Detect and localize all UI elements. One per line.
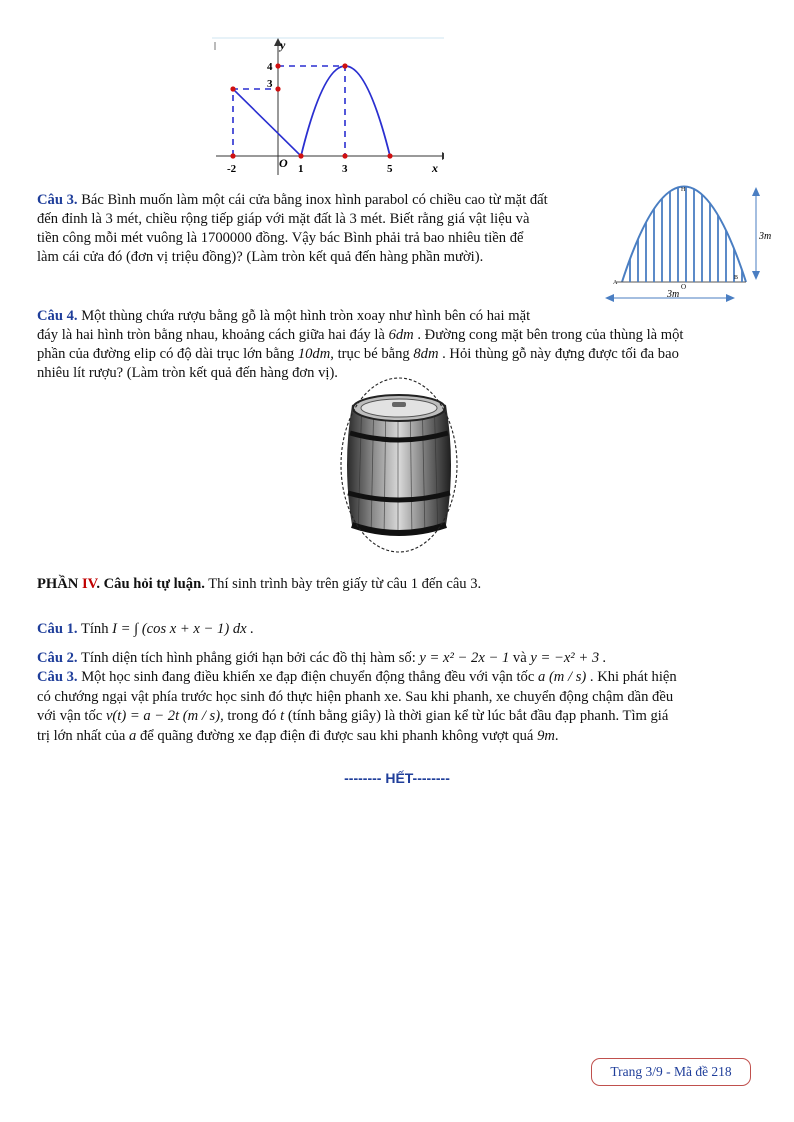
part-description: Thí sinh trình bày trên giấy từ câu 1 đến câu 3. bbox=[204, 576, 482, 592]
wine-barrel-image bbox=[338, 375, 460, 555]
velocity-formula: v(t) = a − 2t (m / s) bbox=[105, 708, 221, 724]
height-label: 3m bbox=[759, 231, 772, 242]
line-segment bbox=[233, 89, 301, 156]
question-label: Câu 1. bbox=[37, 621, 78, 637]
question-text: , trong đó bbox=[220, 708, 277, 724]
point-label: H bbox=[681, 187, 686, 193]
x-tick: 1 bbox=[298, 163, 304, 175]
function-formula: y = x² − 2x − 1 bbox=[419, 650, 510, 666]
page-footer: Trang 3/9 - Mã đề 218 bbox=[591, 1058, 751, 1086]
question-text: Tính bbox=[80, 621, 109, 637]
y-tick: 4 bbox=[267, 61, 273, 73]
math-value: a bbox=[129, 727, 137, 744]
question-4 bbox=[37, 307, 761, 383]
end-marker: -------- HẾT-------- bbox=[344, 770, 450, 786]
point-label: A bbox=[613, 280, 618, 286]
question-text: nhiêu lít rượu? (Làm tròn kết quả đến hàng đơn vị). bbox=[37, 365, 338, 381]
question-3 bbox=[37, 191, 609, 267]
x-tick: 3 bbox=[342, 163, 348, 175]
function-formula: y = −x² + 3 . bbox=[530, 650, 607, 666]
essay-question-1 bbox=[37, 620, 761, 639]
conjunction: và bbox=[512, 650, 527, 666]
question-label: Câu 3. bbox=[37, 669, 78, 685]
part-number: IV bbox=[82, 576, 97, 592]
x-axis-label: x bbox=[432, 161, 438, 175]
question-text: có chướng ngại vật phía trước học sinh đó thực hiện phanh xe. Sau khi phanh, xe chuyển động chậm dần đều bbox=[37, 688, 674, 705]
essay-question-3 bbox=[37, 668, 761, 746]
question-text: . Hỏi thùng gỗ này đựng được tối đa bao bbox=[438, 346, 679, 362]
function-graph bbox=[212, 36, 444, 178]
x-tick: 5 bbox=[387, 163, 393, 175]
origin-label: O bbox=[279, 156, 288, 170]
math-value: 8dm bbox=[413, 346, 439, 362]
question-text-line: làm cái cửa đó (đơn vị triệu đồng)? (Làm tròn kết quả đến hàng phần mười). bbox=[37, 249, 484, 265]
question-text: để quãng đường xe đạp điện đi được sau khi phanh không vượt quá bbox=[139, 727, 534, 744]
question-text: . Khi phát hiện bbox=[589, 669, 677, 685]
part-title-rest: . Câu hỏi tự luận. bbox=[96, 576, 205, 592]
part-4-heading bbox=[37, 575, 761, 594]
x-tick: -2 bbox=[227, 163, 237, 175]
question-text: với vận tốc bbox=[37, 708, 103, 724]
essay-question-2 bbox=[37, 649, 761, 668]
width-label: 3m bbox=[667, 289, 680, 300]
question-label: Câu 2. bbox=[37, 650, 78, 666]
question-label: Câu 3. bbox=[37, 192, 78, 208]
question-text: trị lớn nhất của bbox=[37, 727, 126, 744]
question-text: . Đường cong mặt bên trong của thùng là một bbox=[413, 327, 684, 343]
point-label: O bbox=[681, 283, 687, 291]
math-value: 6dm bbox=[388, 327, 414, 343]
question-text: đáy là hai hình tròn bằng nhau, khoảng cách giữa hai đáy là bbox=[37, 327, 389, 343]
question-text: phần của đường elip có độ dài trục lớn bằng bbox=[37, 346, 298, 362]
question-label: Câu 4. bbox=[37, 308, 78, 324]
question-text-line: tiền công mỗi mét vuông là 1700000 đồng. Vậy bác Bình phải trả bao nhiêu tiền để bbox=[37, 230, 524, 246]
y-axis-label: y bbox=[280, 38, 286, 52]
integral-formula: I = ∫ (cos x + x − 1) dx . bbox=[112, 621, 254, 637]
math-value: 9m bbox=[537, 727, 555, 744]
math-value: a (m / s) bbox=[538, 669, 587, 685]
question-text: Một thùng chứa rượu bằng gỗ là một hình tròn xoay như hình bên có hai mặt bbox=[81, 308, 531, 324]
question-text: Tính diện tích hình phẳng giới hạn bởi các đồ thị hàm số: bbox=[80, 650, 416, 666]
math-value: t bbox=[280, 708, 285, 724]
part-title: PHẦN bbox=[37, 576, 82, 592]
question-text: , trục bé bằng bbox=[330, 346, 414, 362]
point-label: B bbox=[734, 275, 739, 281]
question-text-line: Bác Bình muốn làm một cái cửa bằng inox hình parabol có chiều cao từ mặt đất bbox=[81, 192, 548, 208]
y-tick: 3 bbox=[267, 78, 273, 90]
question-text: . bbox=[554, 727, 559, 744]
math-value: 10dm bbox=[297, 346, 331, 362]
question-text-line: đến đỉnh là 3 mét, chiều rộng tiếp giáp với mặt đất là 3 mét. Biết rằng giá vật liệu và bbox=[37, 211, 530, 227]
question-text: Một học sinh đang điều khiển xe đạp điện chuyển động thẳng đều với vận tốc bbox=[81, 669, 535, 685]
parabola-door-figure bbox=[604, 183, 780, 305]
question-text: (tính bằng giây) là thời gian kể từ lúc bắt đầu đạp phanh. Tìm giá bbox=[287, 708, 669, 724]
